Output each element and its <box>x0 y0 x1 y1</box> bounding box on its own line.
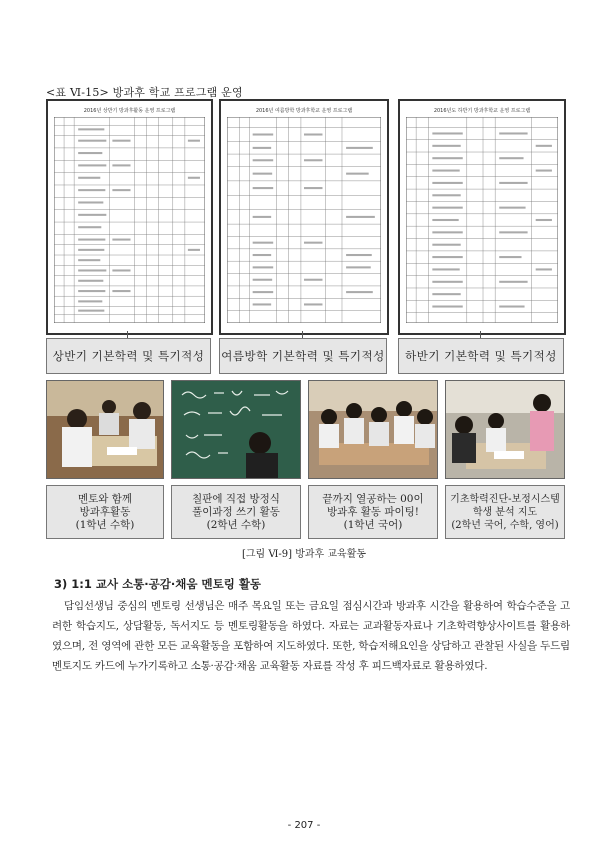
stage-label-summer: 여름방학 기본학력 및 특기적성 <box>219 338 387 374</box>
caption-line: 칠판에 직접 방정식 <box>192 492 280 505</box>
caption-line: 기초학력진단-보정시스템 <box>450 493 560 505</box>
caption-line: (2학년 수학) <box>206 518 266 531</box>
photo-mentoring <box>46 380 164 479</box>
section-title: 3) 1:1 교사 소통·공감·채움 멘토링 활동 <box>54 577 262 591</box>
photo-caption <box>445 485 565 539</box>
caption-line: (1학년 수학) <box>75 518 135 531</box>
caption-line: 풀이과정 쓰기 활동 <box>192 505 280 518</box>
stage-label-first-half: 상반기 기본학력 및 특기적성 <box>46 338 211 374</box>
schedule-grid <box>406 117 558 323</box>
schedule-header: 2016년도 하반기 방과후학교 운영 프로그램 <box>433 108 531 114</box>
photo-chalkboard <box>171 380 301 479</box>
caption-line: (2학년 국어, 수학, 영어) <box>451 519 559 531</box>
caption-line: 방과후활동 <box>79 505 131 518</box>
body-paragraph: 담임선생님 중심의 멘토링 선생님은 매주 목요일 또는 금요일 점심시간과 방과후 시간을 활용하여 학습수준을 고려한 학습지도, 상담활동, 독서지도 등 멘토링활동을 하였다. 자료는 교과활동자료나 기초학력향상사이트를 활용하였으며, 전 영역에 관한 모든 교육활동을 포함하여 지도하였다. 또한, 학습저해요인을 상담하고 관찰된 사실을 두드림 멘토지도 카드에 누가기록하고 소통·공감·채움 교육활동 자료를 작성 후 피드백자료로 활용하였다. <box>52 600 570 672</box>
figure-caption: [그림 Ⅵ-9] 방과후 교육활동 <box>241 549 367 560</box>
connector-line <box>127 331 128 338</box>
caption-line: 멘토와 함께 <box>77 492 133 505</box>
schedule-header: 2016년 상반기 방과후활동 운영 프로그램 <box>83 108 176 114</box>
caption-line: 방과후 활동 파이팅! <box>326 505 420 518</box>
caption-line: 학생 분석 지도 <box>472 506 538 518</box>
caption-line: (1학년 국어) <box>343 518 403 531</box>
schedule-grid <box>54 117 205 323</box>
schedule-table-summer <box>219 99 389 335</box>
schedule-table-second-half <box>398 99 566 335</box>
photo-caption <box>171 485 301 539</box>
connector-line <box>302 331 303 338</box>
schedule-header: 2016년 여름방학 방과후학교 운영 프로그램 <box>255 108 353 114</box>
photo-caption <box>46 485 164 539</box>
photo-study-group <box>308 380 438 479</box>
schedule-grid <box>227 117 381 323</box>
photo-analysis-guidance <box>445 380 565 479</box>
stage-label-second-half: 하반기 기본학력 및 특기적성 <box>398 338 564 374</box>
connector-line <box>480 331 481 338</box>
page-number: - 207 - <box>287 820 321 831</box>
photo-caption <box>308 485 438 539</box>
table-title: <표 Ⅵ-15> 방과후 학교 프로그램 운영 <box>46 86 243 99</box>
caption-line: 끝까지 열공하는 00이 <box>322 492 424 505</box>
schedule-table-first-half <box>46 99 213 335</box>
